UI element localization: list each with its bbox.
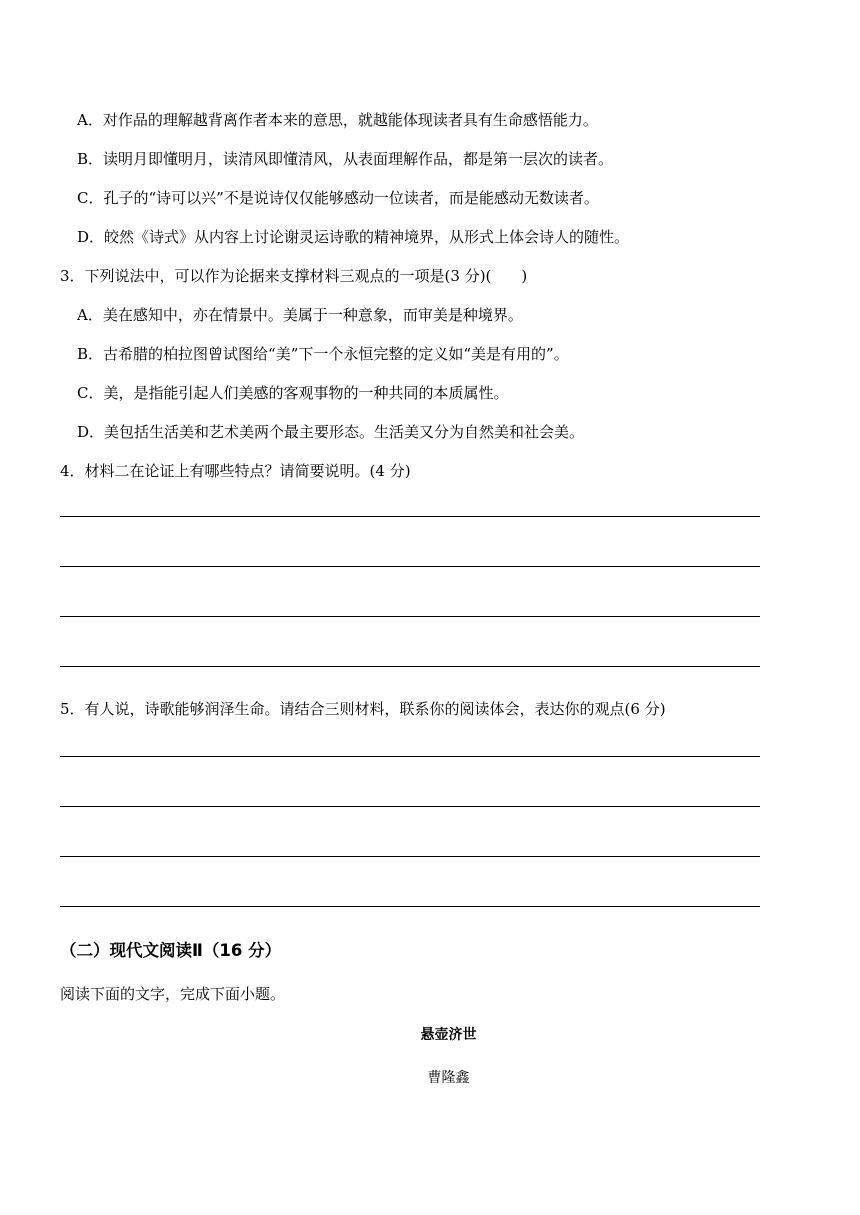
answer-line [60,666,760,667]
q2-option-b: B．读明月即懂明月，读清风即懂清风，从表面理解作品，都是第一层次的读者。 [77,150,614,168]
article-author: 曹隆鑫 [427,1070,470,1086]
q5-stem: 5．有人说，诗歌能够润泽生命。请结合三则材料，联系你的阅读体会，表达你的观点(6 分) [60,700,666,718]
q3-stem: 3．下列说法中，可以作为论据来支撑材料三观点的一项是(3 分)( ) [60,267,528,285]
q2-option-d: D．皎然《诗式》从内容上讨论谢灵运诗歌的精神境界，从形式上体会诗人的随性。 [77,228,630,246]
answer-line [60,566,760,567]
q4-stem: 4．材料二在论证上有哪些特点？请简要说明。(4 分) [60,462,411,480]
q3-option-c: C．美，是指能引起人们美感的客观事物的一种共同的本质属性。 [77,384,509,402]
section-heading: （二）现代文阅读Ⅱ（16 分） [60,941,282,960]
answer-line [60,806,760,807]
q3-option-b: B．古希腊的柏拉图曾试图给“美”下一个永恒完整的定义如“美是有用的”。 [77,345,569,363]
q2-option-a: A．对作品的理解越背离作者本来的意思，就越能体现读者具有生命感悟能力。 [77,111,598,129]
answer-line [60,856,760,857]
q3-option-d: D．美包括生活美和艺术美两个最主要形态。生活美又分为自然美和社会美。 [77,423,585,441]
q2-option-c: C．孔子的“诗可以兴”不是说诗仅仅能够感动一位读者，而是能感动无数读者。 [77,189,599,207]
section-instruction: 阅读下面的文字，完成下面小题。 [60,985,286,1003]
q3-option-a: A．美在感知中，亦在情景中。美属于一种意象，而审美是种境界。 [77,306,523,324]
answer-line [60,906,760,907]
answer-line [60,756,760,757]
answer-line [60,616,760,617]
answer-line [60,516,760,517]
article-title: 悬壶济世 [420,1027,477,1043]
